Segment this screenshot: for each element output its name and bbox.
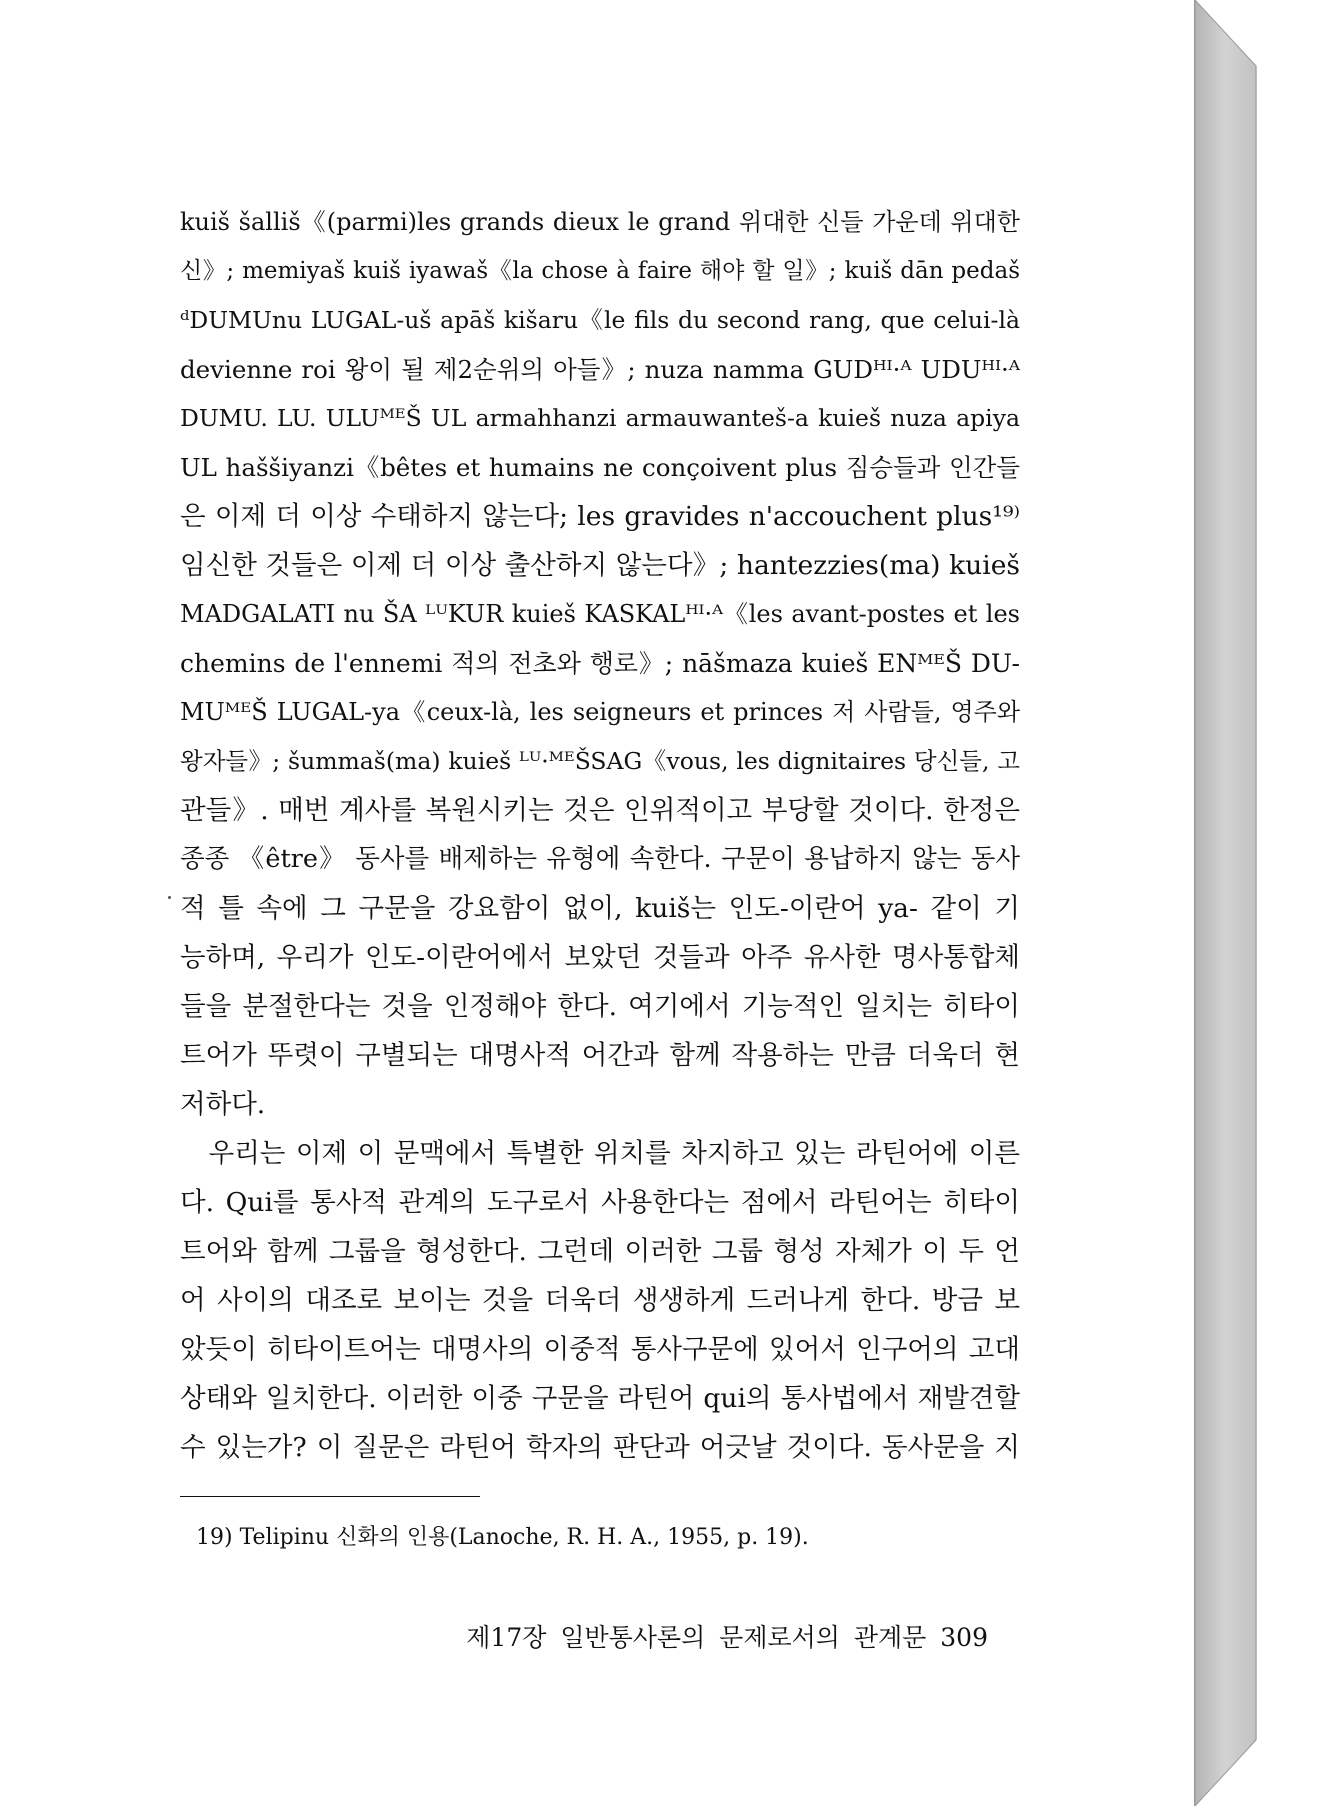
book-spine [1195,0,1324,1806]
stray-mark [168,896,171,899]
footnote: 19) Telipinu 신화의 인용(Lanoche, R. H. A., 1955, p. 19). [196,1525,809,1550]
text-line: 임신한 것들은 이제 더 이상 출산하지 않는다》; hantezzies(ma) kuieš [180,550,1020,581]
text-line: 왕자들》; šummaš(ma) kuieš ᴸᵁ·ᴹᴱŠSAG《vous, les dignitaires 당신들, 고 [180,747,1020,775]
text-line: devienne roi 왕이 될 제2순위의 아들》; nuza namma GUDᴴᴵ·ᴬ UDUᴴᴵ·ᴬ [180,355,1020,384]
text-line: 종종 《être》 동사를 배제하는 유형에 속한다. 구문이 용납하지 않는 동사 [180,844,1020,874]
text-line: MUᴹᴱŠ LUGAL-ya《ceux-là, les seigneurs et princes 저 사람들, 영주와 [180,698,1020,726]
text-line: 능하며, 우리가 인도-이란어에서 보았던 것들과 아주 유사한 명사통합체 [180,942,1020,973]
text-line: 트어가 뚜렷이 구별되는 대명사적 어간과 함께 작용하는 만큼 더욱더 현 [180,1040,1020,1071]
text-line: 수 있는가? 이 질문은 라틴어 학자의 판단과 어긋날 것이다. 동사문을 지 [180,1432,1020,1463]
page-number: 309 [940,1623,988,1652]
chapter-title: 제17장 일반통사론의 문제로서의 관계문 [466,1623,927,1652]
text-line: 들을 분절한다는 것을 인정해야 한다. 여기에서 기능적인 일치는 히타이 [180,991,1020,1022]
book-spine-shape [1195,0,1324,1806]
text-line: 신》; memiyaš kuiš iyawaš《la chose à faire 해야 할 일》; kuiš dān pedaš [180,258,1020,284]
running-footer [452,1618,988,1658]
text-line: ᵈDUMUnu LUGAL-uš apāš kišaru《le fils du second rang, que celui-là [180,306,1020,334]
text-line: 저하다. [180,1089,266,1120]
text-line: 트어와 함께 그룹을 형성한다. 그런데 이러한 그룹 형성 자체가 이 두 언 [180,1236,1020,1267]
text-line: 다. Qui를 통사적 관계의 도구로서 사용한다는 점에서 라틴어는 히타이 [180,1187,1020,1218]
footnote-rule [180,1496,480,1497]
text-line: chemins de l'ennemi 적의 전초와 행로》; nāšmaza kuieš ENᴹᴱŠ DU- [180,649,1020,678]
text-line: 은 이제 더 이상 수태하지 않는다; les gravides n'accouchent plus¹⁹⁾ [180,501,1020,532]
text-line: UL haššiyanzi《bêtes et humains ne conçoivent plus 짐승들과 인간들 [180,453,1020,482]
text-line: DUMU. LU. ULUᴹᴱŠ UL armahhanzi armauwanteš-a kuieš nuza apiya [180,404,1020,432]
page-body [180,198,1020,1472]
text-line: 았듯이 히타이트어는 대명사의 이중적 통사구문에 있어서 인구어의 고대 [180,1334,1020,1365]
text-line: 우리는 이제 이 문맥에서 특별한 위치를 차지하고 있는 라틴어에 이른 [180,1138,1020,1169]
text-line: kuiš šalliš《(parmi)les grands dieux le grand 위대한 신들 가운데 위대한 [180,208,1020,236]
text-line: 어 사이의 대조로 보이는 것을 더욱더 생생하게 드러나게 한다. 방금 보 [180,1285,1020,1316]
text-line: 적 틀 속에 그 구문을 강요함이 없이, kuiš는 인도-이란어 ya- 같이 기 [180,893,1020,924]
text-line: 상태와 일치한다. 이러한 이중 구문을 라틴어 qui의 통사법에서 재발견할 [180,1383,1020,1414]
text-line: 관들》. 매번 계사를 복원시키는 것은 인위적이고 부당할 것이다. 한정은 [180,795,1020,826]
text-line: MADGALATI nu ŠA ᴸᵁKUR kuieš KASKALᴴᴵ·ᴬ《les avant-postes et les [180,600,1020,628]
